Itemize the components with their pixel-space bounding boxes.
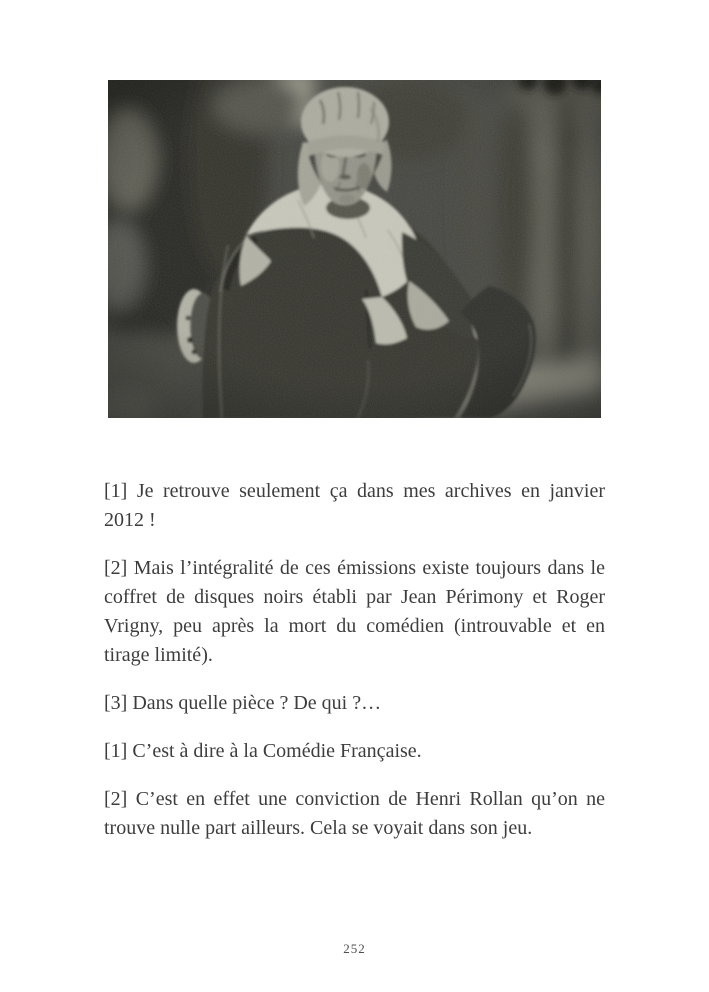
- footnotes-section: [104, 477, 605, 862]
- footnote-paragraph: [2] Mais l’intégralité de ces émissions existe toujours dans le coffret de disques noirs établi par Jean Périmony et Roger Vrigny, peu après la mort du comédien (introuvable et en tirage limité).: [104, 557, 605, 666]
- page-number: 252: [343, 941, 366, 956]
- page-footer: [0, 940, 709, 958]
- footnote-paragraph: [2] C’est en effet une conviction de Henri Rollan qu’on ne trouve nulle part ailleurs. Cela se voyait dans son jeu.: [104, 788, 605, 839]
- photo-vignette: [108, 80, 601, 418]
- film-still-illustration: [108, 80, 601, 418]
- footnote-paragraph: [1] Je retrouve seulement ça dans mes archives en janvier 2012 !: [104, 480, 605, 531]
- footnote-paragraph: [1] C’est à dire à la Comédie Française.: [104, 740, 422, 762]
- footnote-paragraph: [3] Dans quelle pièce ? De qui ?…: [104, 692, 382, 714]
- film-still-photo: [108, 80, 601, 418]
